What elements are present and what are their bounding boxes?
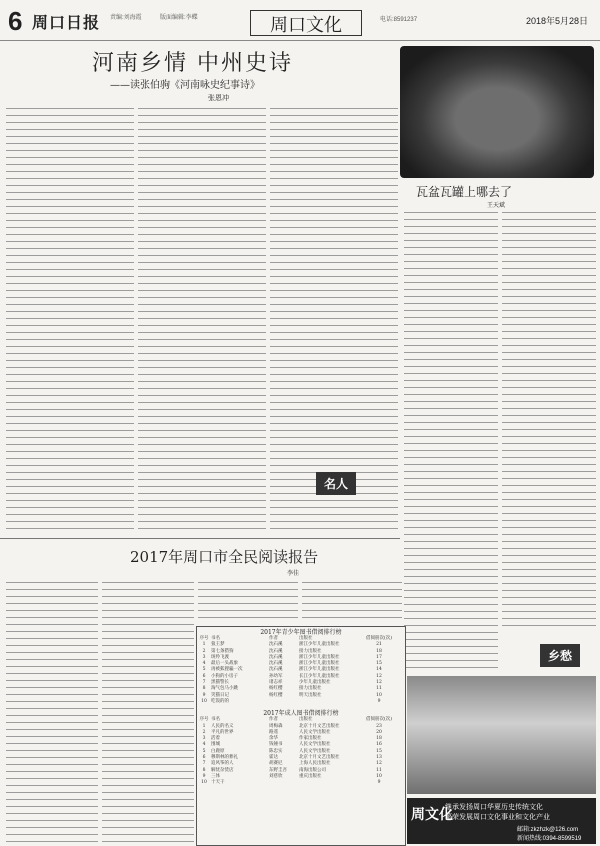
table2-body (197, 724, 405, 787)
article2-col2 (502, 210, 596, 630)
divider (0, 538, 400, 539)
table-row: 9 笑猫日记 杨红樱 明天出版社 10 (202, 692, 382, 698)
ad-line1: 继承发扬周口华夏历史传统文化 (445, 803, 543, 811)
article1-title: 河南乡情 中州史诗 (92, 51, 293, 76)
table1-title: 2017年青少年图书借阅排行榜 (260, 629, 342, 636)
article1-col1 (6, 106, 134, 534)
table1-header: 序号 书名 作者 出版社 借阅册次(次) (199, 636, 392, 641)
ad-email: 邮箱:zkzhzk@126.com (517, 827, 579, 833)
paper-logo: 周口日报 (32, 13, 101, 32)
table1-body (197, 642, 405, 705)
article3-title: 2017年周口市全民阅读报告 (130, 548, 319, 566)
table-row: 2 平凡的世界 路遥 人民文学出版社 20 (202, 729, 382, 735)
tag-xiangchou: 乡愁 (540, 644, 580, 667)
table-row: 4 围城 钱锺书 人民文学出版社 16 (202, 742, 382, 748)
column-title: 周口文化 (250, 10, 362, 36)
pottery-photo (407, 676, 596, 794)
ad-phone: 新闻热线:0394-8599519 (517, 836, 582, 842)
article2-col1 (404, 210, 498, 670)
table-row: 6 小狗的小房子 孙幼军 长江少年儿童出版社 12 (202, 673, 382, 679)
table-row: 8 解忧杂货店 东野圭吾 南海出版公司 11 (202, 767, 382, 773)
ad-banner (407, 798, 596, 844)
article1-subtitle: ——读张伯驹《河南咏史纪事诗》 (110, 80, 260, 91)
article1-col2 (138, 106, 266, 534)
phone-meta: 电话:8591237 (380, 17, 418, 23)
table-row: 1 狼王梦 沈石溪 浙江少年儿童出版社 21 (202, 642, 382, 648)
article1-author: 张恩冲 (208, 94, 229, 102)
article2-title: 瓦盆瓦罐上哪去了 (416, 185, 513, 199)
page-number: 6 (8, 6, 23, 36)
table-row: 8 淘气包马小跳 杨红樱 接力出版社 11 (202, 686, 382, 692)
table-row: 6 穆斯林的葬礼 霍达 北京十月文艺出版社 13 (202, 755, 382, 761)
article3-col2 (102, 580, 194, 842)
table-row: 7 黑猫警长 诸志祥 少年儿童出版社 12 (202, 680, 382, 686)
date: 2018年5月28日 (525, 16, 588, 26)
table-row: 3 活着 余华 作家出版社 18 (202, 736, 382, 742)
table-row: 9 三体 刘慈欣 重庆出版社 10 (202, 773, 382, 779)
table2-header: 序号 书名 作者 出版社 借阅册次(次) (199, 717, 392, 723)
article2-author: 王天斌 (487, 202, 506, 209)
table-row: 1 人民的名义 周梅森 北京十月文艺出版社 23 (202, 723, 382, 729)
ad-line2: 繁荣发展周口文化事业和文化产业 (445, 813, 550, 821)
table-row: 5 再被狐狸骗一次 沈石溪 浙江少年儿童出版社 14 (202, 667, 382, 673)
basin-photo (400, 46, 594, 178)
table-row: 10 十天干 9 (201, 780, 381, 786)
table2-title: 2017年成人图书借阅排行榜 (263, 710, 339, 718)
proof-meta: 版面编辑:李蝶 (160, 15, 198, 21)
article1-col3 (270, 106, 398, 534)
editor-meta: 责编:刘海霞 (110, 15, 142, 21)
table-row: 4 最后一头战象 沈石溪 浙江少年儿童出版社 15 (202, 661, 382, 667)
table-row: 2 第七条猎狗 沈石溪 接力出版社 18 (202, 648, 382, 654)
article3-col4 (302, 580, 402, 624)
ranking-tables (196, 626, 406, 846)
table-row: 5 白鹿原 陈忠实 人民文学出版社 15 (202, 748, 382, 754)
article3-col1 (6, 580, 98, 842)
table-row: 7 追风筝的人 胡赛尼 上海人民出版社 12 (202, 761, 382, 767)
table-row: 10 吃饭的的 9 (201, 698, 381, 704)
tag-mingren: 名人 (316, 472, 356, 495)
ad-logo: 周文化 (411, 807, 453, 823)
article3-author: 李佳 (287, 570, 300, 577)
article3-col3 (198, 580, 298, 624)
table-row: 3 斑羚飞渡 沈石溪 浙江少年儿童出版社 17 (202, 654, 382, 660)
